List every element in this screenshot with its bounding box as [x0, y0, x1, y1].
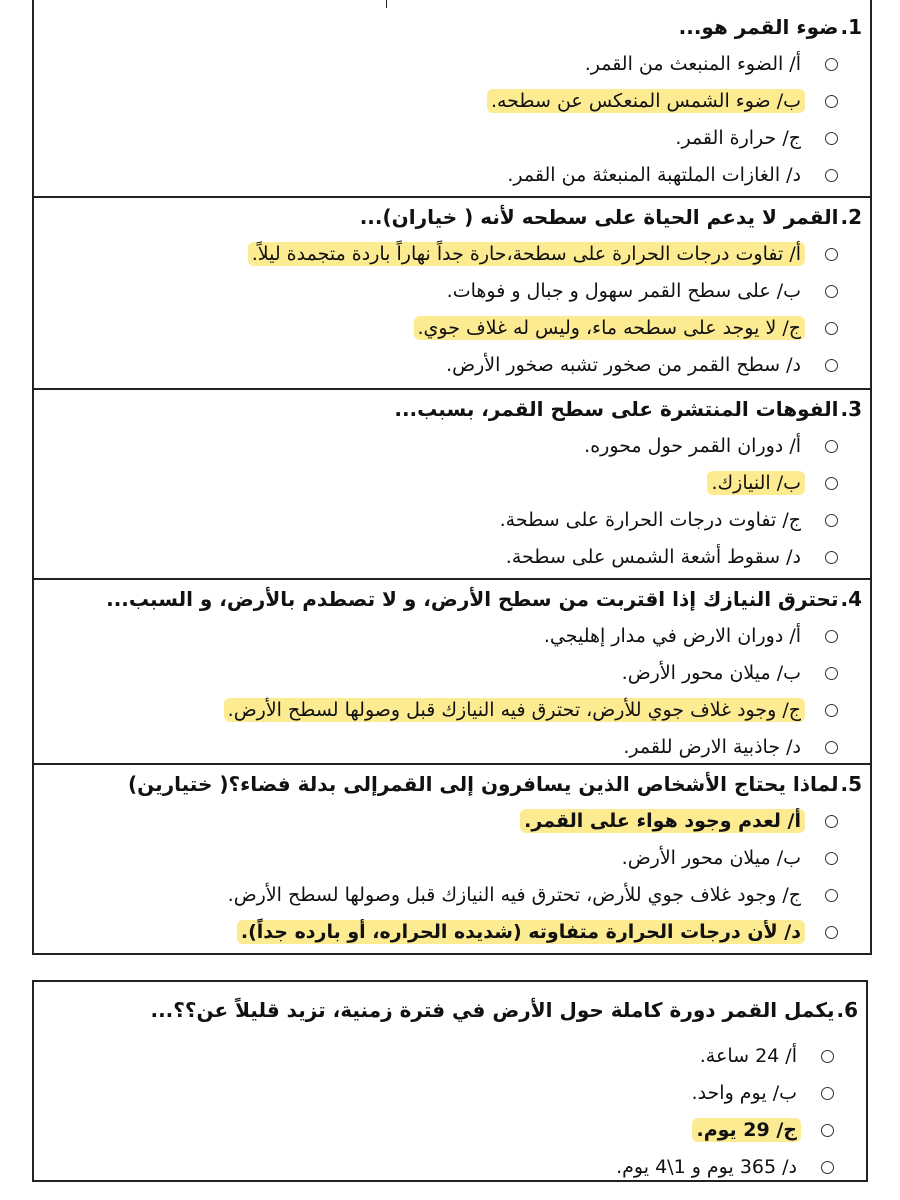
bullet-circle-icon: [825, 132, 838, 145]
question-block-4: [34, 580, 870, 765]
question-title: [40, 198, 862, 236]
option-item[interactable]: [40, 840, 862, 877]
bullet-circle-icon: [825, 248, 838, 261]
option-item[interactable]: [40, 120, 862, 157]
question-title: [40, 982, 858, 1038]
bullet-circle-icon: [825, 704, 838, 717]
option-item[interactable]: [40, 692, 862, 729]
question-title: [40, 580, 862, 618]
option-text-highlighted: د/ لأن درجات الحرارة متفاوته (شديده الحراره، أو بارده جداً).: [237, 920, 805, 944]
bullet-circle-icon: [825, 440, 838, 453]
question-block-5: [34, 765, 870, 955]
questions-table: [32, 8, 872, 955]
question-number: 4.: [840, 587, 862, 611]
bullet-circle-icon: [825, 852, 838, 865]
question-text: تحترق النيازك إذا اقتربت من سطح الأرض، و لا تصطدم بالأرض، و السبب...: [106, 587, 839, 611]
bullet-circle-icon: [825, 58, 838, 71]
bullet-circle-icon: [825, 477, 838, 490]
bullet-circle-icon: [821, 1124, 834, 1137]
option-item[interactable]: [40, 83, 862, 120]
option-text-highlighted: ج/ وجود غلاف جوي للأرض، تحترق فيه النيازك قبل وصولها لسطح الأرض.: [224, 698, 805, 722]
option-item[interactable]: [40, 428, 862, 465]
option-text: د/ الغازات الملتهبة المنبعثة من القمر.: [507, 164, 801, 186]
option-text: ج/ حرارة القمر.: [675, 127, 801, 149]
bullet-circle-icon: [825, 551, 838, 564]
option-text: ب/ على سطح القمر سهول و جبال و فوهات.: [446, 280, 801, 302]
option-text-highlighted: ج/ 29 يوم.: [692, 1118, 801, 1142]
bullet-circle-icon: [821, 1161, 834, 1174]
table-cell-divider: [386, 0, 387, 8]
option-item[interactable]: [40, 502, 862, 539]
option-text: ب/ ميلان محور الأرض.: [621, 662, 801, 684]
option-text: ب/ يوم واحد.: [691, 1082, 797, 1104]
bullet-circle-icon: [825, 667, 838, 680]
question-block-3: [34, 390, 870, 580]
option-text: أ/ دوران القمر حول محوره.: [584, 435, 801, 457]
option-item[interactable]: [40, 729, 862, 766]
previous-table-row-bottom: [32, 0, 872, 8]
question-title: [40, 8, 862, 46]
option-item[interactable]: [40, 236, 862, 273]
question-number: 3.: [840, 397, 862, 421]
question-block-2: [34, 198, 870, 390]
option-item[interactable]: [40, 1075, 858, 1112]
question-block-1: [34, 8, 870, 198]
option-item[interactable]: [40, 618, 862, 655]
option-text: ج/ تفاوت درجات الحرارة على سطحة.: [499, 509, 801, 531]
bullet-circle-icon: [825, 815, 838, 828]
option-item[interactable]: [40, 914, 862, 951]
option-item[interactable]: [40, 1038, 858, 1075]
option-text-highlighted: ب/ النيازك.: [707, 471, 805, 495]
bullet-circle-icon: [825, 741, 838, 754]
question-text: يكمل القمر دورة كاملة حول الأرض في فترة زمنية، تزيد قليلاً عن؟؟...: [150, 998, 835, 1022]
option-text-highlighted: أ/ لعدم وجود هواء على القمر.: [520, 809, 805, 833]
question-number: 6.: [836, 998, 858, 1022]
option-text: د/ جاذبية الارض للقمر.: [623, 736, 801, 758]
option-text: ج/ وجود غلاف جوي للأرض، تحترق فيه النيازك قبل وصولها لسطح الأرض.: [227, 884, 801, 906]
option-item[interactable]: [40, 465, 862, 502]
bullet-circle-icon: [825, 889, 838, 902]
option-item[interactable]: [40, 539, 862, 576]
bullet-circle-icon: [825, 630, 838, 643]
bullet-circle-icon: [825, 95, 838, 108]
question-number: 2.: [840, 205, 862, 229]
question-text: القمر لا يدعم الحياة على سطحه لأنه ( خياران)...: [359, 205, 839, 229]
option-text: د/ سقوط أشعة الشمس على سطحة.: [505, 546, 801, 568]
option-item[interactable]: [40, 803, 862, 840]
question-text: لماذا يحتاج الأشخاص الذين يسافرون إلى القمرإلى بدلة فضاء؟( ختيارين): [127, 772, 839, 796]
option-text-highlighted: ب/ ضوء الشمس المنعكس عن سطحه.: [487, 89, 805, 113]
option-item[interactable]: [40, 655, 862, 692]
bullet-circle-icon: [825, 285, 838, 298]
option-item[interactable]: [40, 877, 862, 914]
question-text: ضوء القمر هو...: [678, 15, 839, 39]
bullet-circle-icon: [825, 514, 838, 527]
option-text: أ/ الضوء المنبعث من القمر.: [584, 53, 801, 75]
question-title: [40, 765, 862, 803]
option-item[interactable]: [40, 157, 862, 194]
question-number: 1.: [840, 15, 862, 39]
option-item[interactable]: [40, 347, 862, 384]
option-item[interactable]: [40, 310, 862, 347]
bullet-circle-icon: [825, 926, 838, 939]
option-text-highlighted: أ/ تفاوت درجات الحرارة على سطحة،حارة جداً نهاراً باردة متجمدة ليلاً.: [248, 242, 805, 266]
option-item[interactable]: [40, 46, 862, 83]
option-text: ب/ ميلان محور الأرض.: [621, 847, 801, 869]
question-title: [40, 390, 862, 428]
bullet-circle-icon: [821, 1050, 834, 1063]
option-text-highlighted: ج/ لا يوجد على سطحه ماء، وليس له غلاف جوي.: [414, 316, 805, 340]
option-text: د/ سطح القمر من صخور تشبه صخور الأرض.: [446, 354, 801, 376]
option-item[interactable]: [40, 1149, 858, 1186]
option-text: أ/ دوران الارض في مدار إهليجي.: [543, 625, 801, 647]
question-block-6: [32, 980, 868, 1182]
bullet-circle-icon: [825, 322, 838, 335]
option-text: أ/ 24 ساعة.: [699, 1045, 797, 1067]
bullet-circle-icon: [825, 169, 838, 182]
question-text: الفوهات المنتشرة على سطح القمر، بسبب...: [394, 397, 839, 421]
question-number: 5.: [840, 772, 862, 796]
bullet-circle-icon: [821, 1087, 834, 1100]
option-item[interactable]: [40, 1112, 858, 1149]
option-item[interactable]: [40, 273, 862, 310]
option-text: د/ 365 يوم و 1\4 يوم.: [616, 1156, 797, 1178]
bullet-circle-icon: [825, 359, 838, 372]
